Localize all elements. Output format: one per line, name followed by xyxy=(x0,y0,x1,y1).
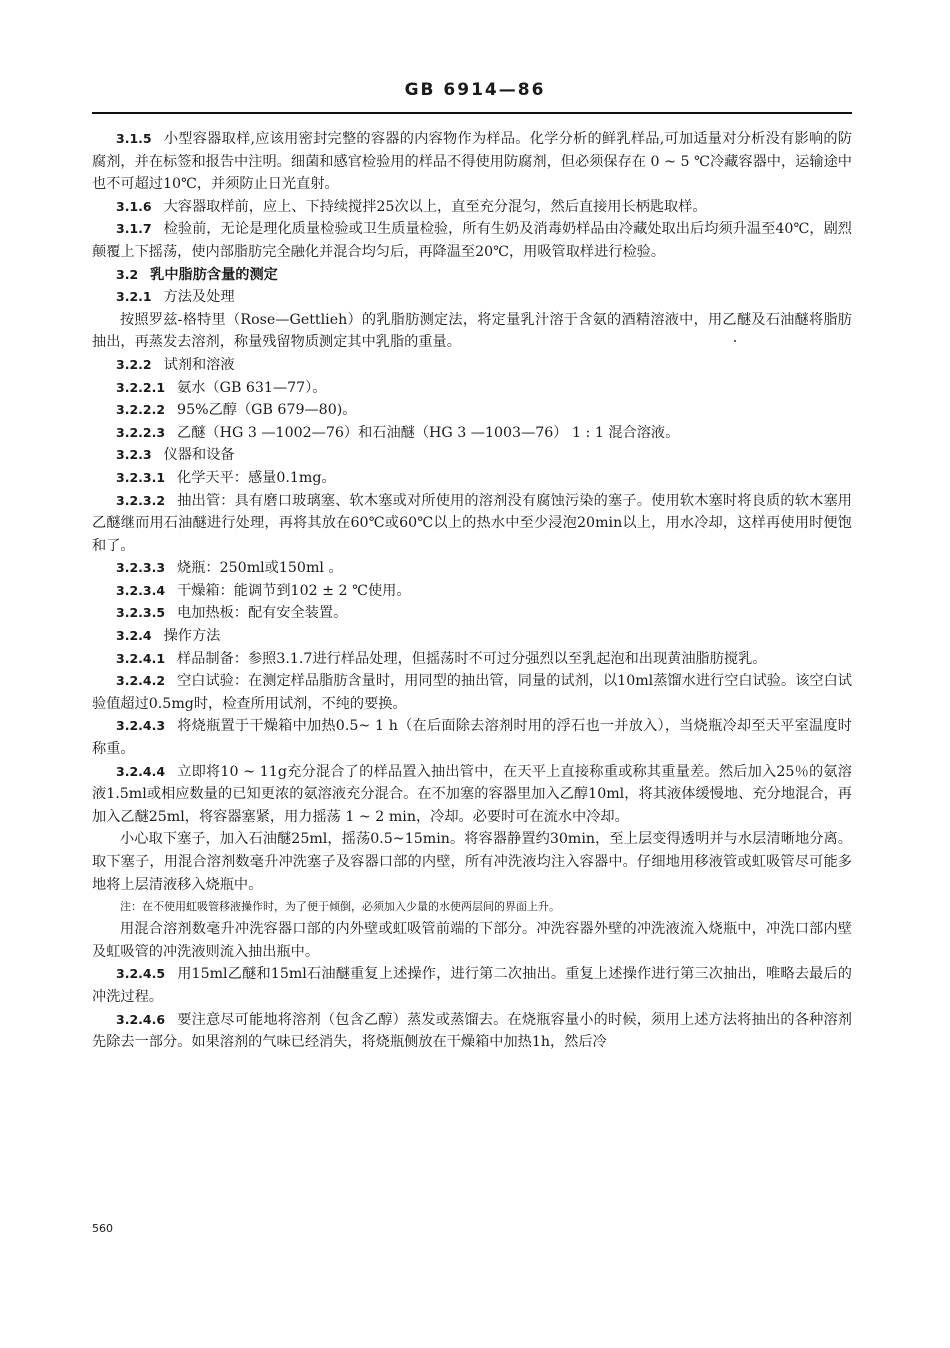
clause-number: 3.1.5 xyxy=(116,131,152,146)
clause-text: 试剂和溶液 xyxy=(163,356,235,373)
clause-paragraph xyxy=(92,422,852,445)
clause-number: 3.2.4.1 xyxy=(116,650,166,666)
clause-number: 3.2.2.1 xyxy=(116,379,166,395)
clause-number: 3.2.4.2 xyxy=(116,673,166,689)
clause-text: 电加热板：配有安全装置。 xyxy=(177,605,348,622)
clause-paragraph xyxy=(92,557,852,580)
clause-text: 小型容器取样,应该用密封完整的容器的内容物作为样品。化学分析的鲜乳样品,可加适量对分析没有影响的防腐剂，并在标签和报告中注明。细菌和感官检验用的样品不得使用防腐剂，但必须保存在 0 ~ 5 ℃冷藏容器中，运输途中也不可超过10℃，并须防止日光直射。 xyxy=(92,131,852,193)
clause-number: 3.1.7 xyxy=(116,221,152,237)
clause-paragraph xyxy=(92,715,852,760)
clause-number: 3.2.3 xyxy=(116,447,152,463)
clause-paragraph xyxy=(92,399,852,422)
section-heading: 乳中脂肪含量的测定 xyxy=(150,266,278,283)
clause-text: 样品制备：参照3.1.7进行样品处理，但摇荡时不可过分强烈以至乳起泡和出现黄油脂肪搅乳。 xyxy=(177,650,767,667)
clause-paragraph xyxy=(92,918,852,963)
clause-number: 3.2.3.2 xyxy=(116,492,166,508)
clause-paragraph xyxy=(92,648,852,671)
clause-paragraph xyxy=(92,761,852,829)
clause-paragraph xyxy=(92,286,852,309)
note-paragraph xyxy=(92,896,852,918)
clause-paragraph xyxy=(92,828,852,896)
clause-paragraph xyxy=(92,354,852,377)
clause-paragraph xyxy=(92,963,852,1008)
clause-paragraph xyxy=(92,377,852,400)
clause-number: 3.2.1 xyxy=(116,289,152,305)
clause-text: 氨水（GB 631—77）。 xyxy=(177,379,327,396)
clause-number: 3.2 xyxy=(116,266,139,282)
clause-paragraph xyxy=(92,490,852,558)
clause-number: 3.2.4 xyxy=(116,628,152,644)
clause-text: 乙醚（HG 3 —1002—76）和石油醚（HG 3 —1003—76） 1 : 1 混合溶液。 xyxy=(177,424,680,441)
clause-text: 按照罗兹-格特里（Rose—Gettlieh）的乳脂肪测定法，将定量乳汁溶于含氨的酒精溶液中，用乙醚及石油醚将脂肪抽出，再蒸发去溶剂，称量残留物质测定其中乳脂的重量。 xyxy=(92,311,852,351)
clause-paragraph xyxy=(92,625,852,648)
clause-text: 操作方法 xyxy=(163,628,221,645)
clause-text: 95%乙醇（GB 679—80)。 xyxy=(177,402,357,419)
clause-paragraph xyxy=(92,309,852,354)
page-header: GB 6914—86 xyxy=(404,80,546,100)
clause-number: 3.2.3.1 xyxy=(116,469,166,485)
page-number: 560 xyxy=(92,1222,113,1235)
clause-paragraph xyxy=(92,670,852,715)
clause-number: 3.2.3.4 xyxy=(116,582,166,598)
clause-number: 3.2.2 xyxy=(116,356,152,372)
clause-paragraph xyxy=(92,444,852,467)
clause-paragraph xyxy=(92,580,852,603)
clause-number: 3.2.4.4 xyxy=(116,763,166,779)
clause-paragraph xyxy=(92,218,852,263)
clause-paragraph xyxy=(92,264,852,287)
clause-text: 仪器和设备 xyxy=(163,447,235,464)
clause-text: 小心取下塞子，加入石油醚25ml，摇荡0.5~15min。将容器静置约30min，至上层变得透明并与水层清晰地分离。取下塞子，用混合溶剂数毫升冲洗塞子及容器口部的内壁，所有冲洗液均注入容器中。仔细地用移液管或虹吸管尽可能多地将上层清液移入烧瓶中。 xyxy=(92,831,852,893)
clause-text: 大容器取样前，应上、下持续搅拌25次以上，直至充分混匀，然后直接用长柄匙取样。 xyxy=(163,198,707,215)
clause-number: 3.2.4.5 xyxy=(116,966,166,982)
clause-paragraph xyxy=(92,602,852,625)
clause-text: 方法及处理 xyxy=(163,289,235,306)
clause-number: 3.2.4.3 xyxy=(116,718,166,734)
clause-paragraph xyxy=(92,128,852,196)
clause-text: 抽出管：具有磨口玻璃塞、软木塞或对所使用的溶剂没有腐蚀污染的塞子。使用软木塞时将良质的软木塞用乙醚继而用石油醚进行处理，再将其放在60℃或60℃以上的热水中至少浸泡20min以上，用水冷却，这样再使用时便饱和了。 xyxy=(92,492,852,554)
clause-text: 烧瓶：250ml或150ml 。 xyxy=(177,560,343,577)
clause-text: 检验前，无论是理化质量检验或卫生质量检验，所有生奶及消毒奶样品由冷藏处取出后均须升温至40℃，剧烈颠覆上下摇荡，使内部脂肪完全融化并混合均匀后，再降温至20℃，用吸管取样进行检验。 xyxy=(92,221,852,260)
clause-text: 干燥箱：能调节到102 ± 2 ℃使用。 xyxy=(177,582,411,599)
clause-paragraph xyxy=(92,196,852,219)
clause-text: 立即将10 ~ 11g充分混合了的样品置入抽出管中，在天平上直接称重或称其重量差。然后加入25％的氨溶液1.5ml或相应数量的已知更浓的氨溶液充分混合。在不加塞的容器里加入乙醇10ml，将其液体缓慢地、充分地混合，再加入乙醚25ml，将容器塞紧，用力摇荡 1 ~ 2 min，冷却。必要时可在流水中冷却。 xyxy=(92,763,852,825)
clause-number: 3.2.2.3 xyxy=(116,424,166,440)
document-body xyxy=(92,128,852,1054)
clause-number: 3.2.4.6 xyxy=(116,1011,166,1027)
clause-number: 3.2.3.5 xyxy=(116,605,166,621)
clause-text: 将烧瓶置于干燥箱中加热0.5~ 1 h（在后面除去溶剂时用的浮石也一并放入），当烧瓶冷却至天平室温度时称重。 xyxy=(92,718,852,758)
clause-paragraph xyxy=(92,467,852,490)
clause-number: 3.2.2.2 xyxy=(116,402,166,418)
clause-text: 空白试验：在测定样品脂肪含量时，用同型的抽出管，同量的试剂，以10ml蒸馏水进行空白试验。该空白试验值超过0.5mg时，检查所用试剂，不纯的要换。 xyxy=(92,673,852,712)
clause-text: 用混合溶剂数毫升冲洗容器口部的内外壁或虹吸管前端的下部分。冲洗容器外壁的冲洗液流入烧瓶中，冲洗口部内壁及虹吸管的冲洗液则流入抽出瓶中。 xyxy=(92,921,852,960)
header-rule xyxy=(92,112,852,114)
clause-text: 用15ml乙醚和15ml石油醚重复上述操作，进行第二次抽出。重复上述操作进行第三次抽出，唯略去最后的冲洗过程。 xyxy=(92,966,852,1005)
clause-text: 化学天平：感量0.1mg。 xyxy=(177,469,336,486)
clause-text: 要注意尽可能地将溶剂（包含乙醇）蒸发或蒸馏去。在烧瓶容量小的时候，须用上述方法将抽出的各种溶剂先除去一部分。如果溶剂的气味已经消失，将烧瓶侧放在干燥箱中加热1h，然后冷 xyxy=(92,1011,852,1051)
clause-text: 注：在不使用虹吸管移液操作时，为了便于倾倒，必须加入少量的水使两层间的界面上升。 xyxy=(120,900,560,914)
clause-number: 3.2.3.3 xyxy=(116,560,166,576)
clause-number: 3.1.6 xyxy=(116,198,152,214)
clause-paragraph xyxy=(92,1009,852,1054)
